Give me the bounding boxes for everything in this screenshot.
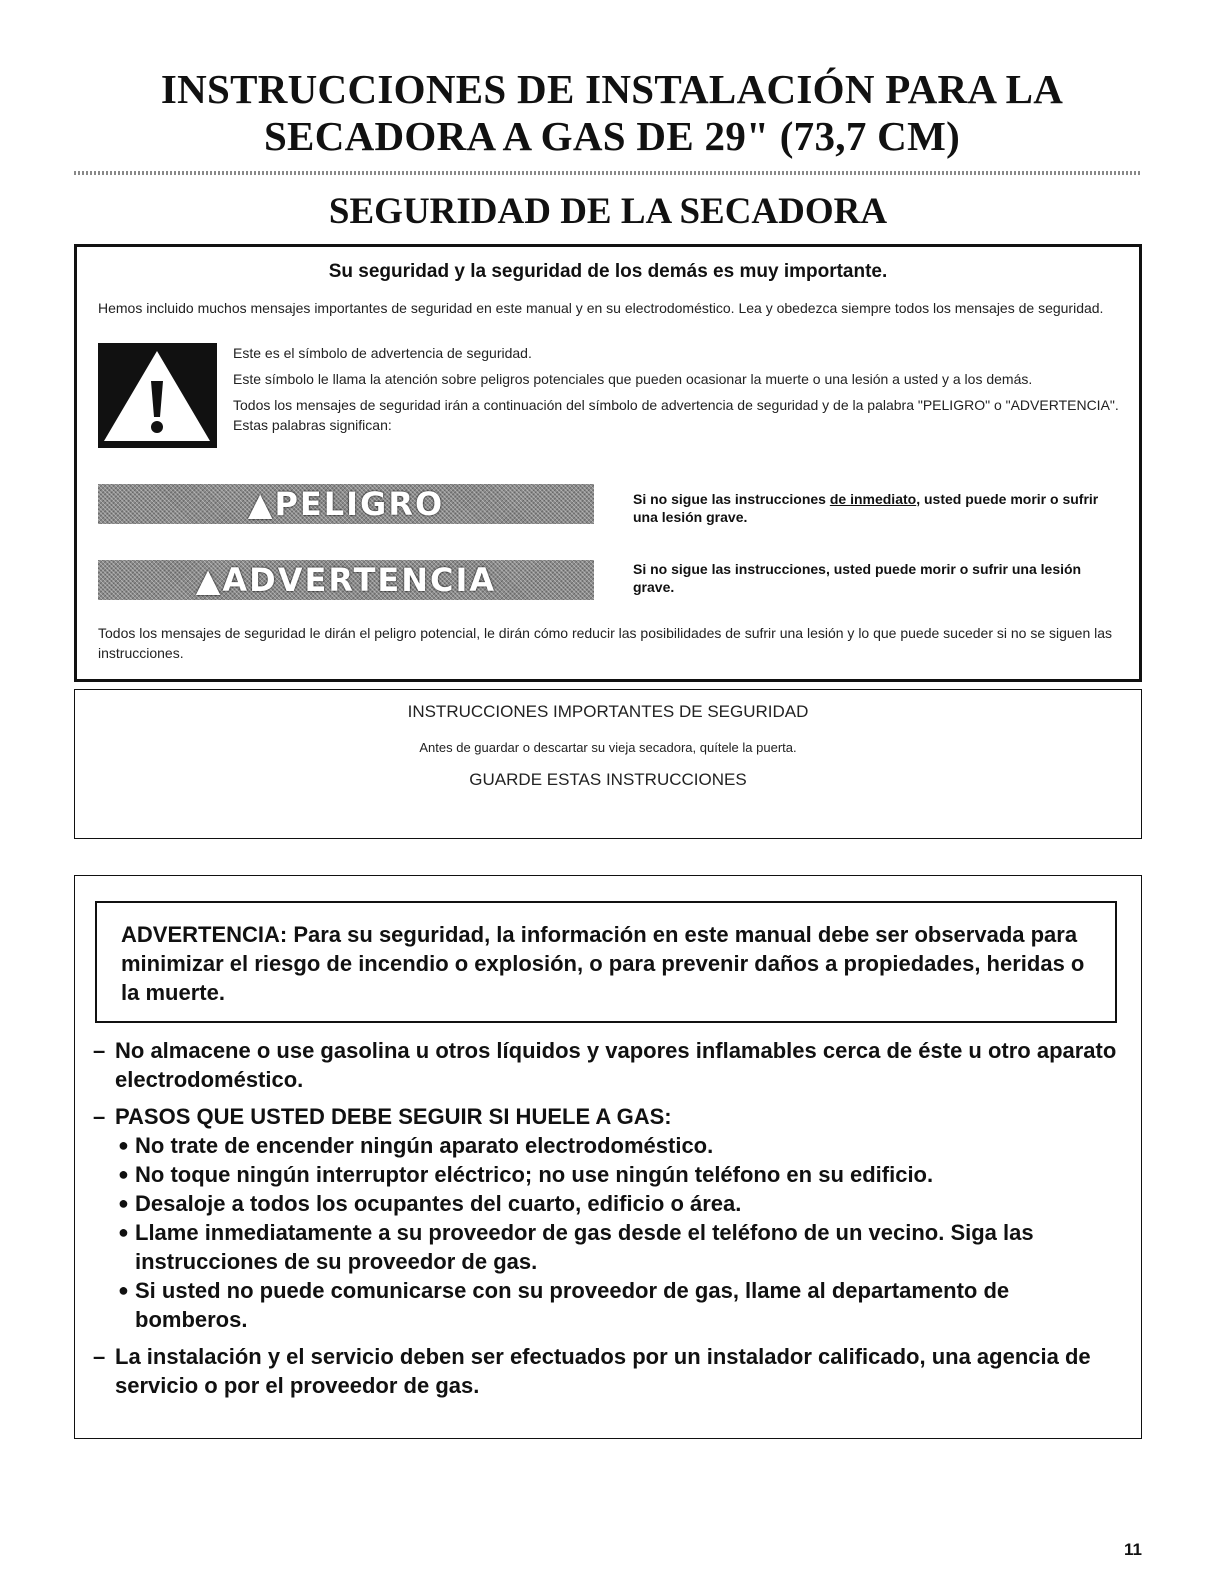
safety-heading: Su seguridad y la seguridad de los demás es muy importante.	[328, 261, 888, 282]
bullet-4: Llame inmediatamente a su proveedor de gas desde el teléfono de un vecino. Siga las instrucciones de su proveedor de gas.	[135, 1220, 1034, 1274]
important-title: INSTRUCCIONES IMPORTANTES DE SEGURIDAD	[407, 702, 809, 721]
bullet-5: Si usted no puede comunicarse con su proveedor de gas, llame al departamento de bomberos.	[135, 1278, 1010, 1332]
rule-3: La instalación y el servicio deben ser efectuados por un instalador calificado, una agencia de servicio o por el proveedor de gas.	[115, 1344, 1091, 1398]
document-title	[60, 66, 1164, 160]
page-number: 11	[1124, 1540, 1142, 1559]
bullet-item: ● No trate de encender ningún aparato electrodoméstico.	[118, 1133, 714, 1158]
bullet-2: No toque ningún interruptor eléctrico; no use ningún teléfono en su edificio.	[135, 1162, 934, 1187]
warning-triangle-icon	[98, 343, 238, 453]
important-instructions-box	[74, 689, 1142, 839]
peligro-desc-before: Si no sigue las instrucciones	[633, 491, 830, 507]
rule-item: – PASOS QUE USTED DEBE SEGUIR SI HUELE A GAS: ● No trate de encender ningún aparato electrodoméstico. ● No toque ningún interruptor eléctrico; no use ningún teléfono en su edificio. ● Desaloje a todos los ocupantes del cuarto, edificio o área. ● Llame inmediatamente a su proveedor de gas desde el teléfono de un vecino. Siga las instrucciones de su proveedor de gas. ● Si usted no puede comunicarse con su proveedor de gas, llame al departamento de bomberos.	[93, 1102, 1133, 1334]
gas-warning-box	[74, 875, 1142, 1439]
symbol-text-2: Este símbolo le llama la atención sobre peligros potenciales que pueden ocasionar la muerte o una lesión a usted y a los demás.	[233, 371, 1033, 387]
peligro-desc-underlined: de inmediato	[829, 491, 917, 507]
safety-box	[74, 244, 1142, 682]
safety-outro: Todos los mensajes de seguridad le dirán el peligro potencial, le dirán cómo reducir las posibilidades de sufrir una lesión y lo que puede suceder si no se siguen las instrucciones.	[98, 625, 1113, 661]
peligro-description	[633, 490, 1123, 526]
title-line-2: SECADORA A GAS DE 29" (73,7 CM)	[263, 113, 961, 159]
bullet-item: ● No toque ningún interruptor eléctrico; no use ningún teléfono en su edificio.	[118, 1162, 934, 1187]
rule-item: – No almacene o use gasolina u otros líquidos y vapores inflamables cerca de éste u otro aparato electrodoméstico.	[93, 1038, 1117, 1092]
bullet-item: ● Si usted no puede comunicarse con su proveedor de gas, llame al departamento de bomberos.	[118, 1278, 1010, 1332]
bullet-3: Desaloje a todos los ocupantes del cuarto, edificio o área.	[135, 1191, 742, 1216]
important-text: Antes de guardar o descartar su vieja secadora, quítele la puerta.	[419, 740, 797, 755]
title-divider	[74, 171, 1142, 175]
gas-warning-text: ADVERTENCIA: Para su seguridad, la información en este manual debe ser observada para minimizar el riesgo de incendio o explosión, o para prevenir daños a propiedades, heridas o la muerte.	[121, 922, 1085, 1005]
bullet-1: No trate de encender ningún aparato electrodoméstico.	[135, 1133, 714, 1158]
advertencia-description: Si no sigue las instrucciones, usted puede morir o sufrir una lesión grave.	[633, 561, 1082, 595]
gas-rules	[93, 1036, 1133, 1408]
section-title: SEGURIDAD DE LA SECADORA	[328, 191, 888, 232]
important-footer: GUARDE ESTAS INSTRUCCIONES	[469, 770, 747, 789]
peligro-banner: ▲PELIGRO	[98, 484, 594, 524]
symbol-text-1: Este es el símbolo de advertencia de seguridad.	[233, 345, 532, 361]
title-line-1: INSTRUCCIONES DE INSTALACIÓN PARA LA	[160, 66, 1064, 112]
symbol-explanations	[233, 343, 1123, 441]
peligro-desc-after: , usted puede morir o sufrir una lesión grave.	[633, 491, 1099, 525]
advertencia-banner: ▲ADVERTENCIA	[98, 560, 594, 600]
rule-item: – La instalación y el servicio deben ser efectuados por un instalador calificado, una agencia de servicio o por el proveedor de gas.	[93, 1344, 1091, 1398]
rule-1: No almacene o use gasolina u otros líquidos y vapores inflamables cerca de éste u otro aparato electrodoméstico.	[115, 1038, 1117, 1092]
symbol-text-3: Todos los mensajes de seguridad irán a continuación del símbolo de advertencia de seguridad y de la palabra "PELIGRO" o "ADVERTENCIA". Estas palabras significan:	[233, 397, 1119, 433]
bullet-item: ● Llame inmediatamente a su proveedor de gas desde el teléfono de un vecino. Siga las instrucciones de su proveedor de gas.	[118, 1220, 1034, 1274]
rule-2: PASOS QUE USTED DEBE SEGUIR SI HUELE A GAS:	[115, 1104, 672, 1129]
gas-warning-frame	[95, 901, 1117, 1023]
bullet-item: ● Desaloje a todos los ocupantes del cuarto, edificio o área.	[118, 1191, 742, 1216]
safety-intro: Hemos incluido muchos mensajes importantes de seguridad en este manual y en su electrodoméstico. Lea y obedezca siempre todos los mensajes de seguridad.	[98, 300, 1104, 316]
